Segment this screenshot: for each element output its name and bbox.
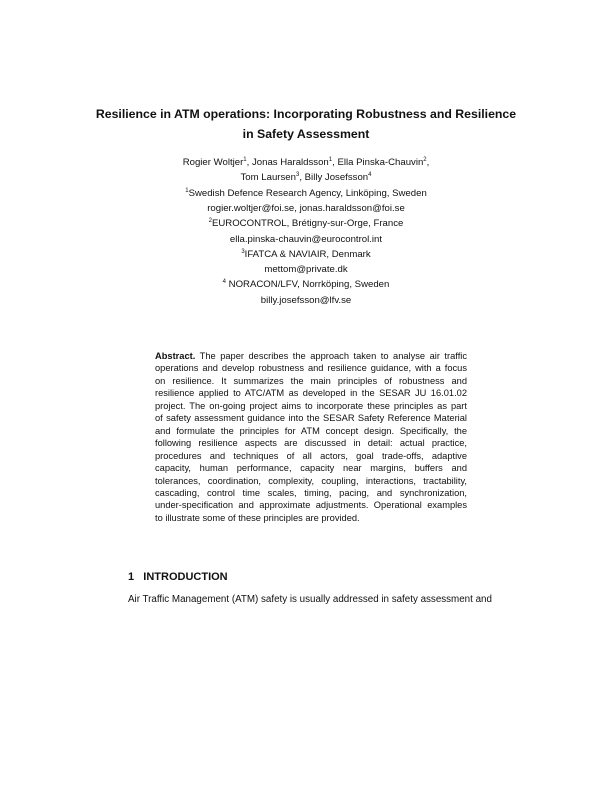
abstract-line: operations and develop robustness and resilience guidance, with a focus [155, 363, 467, 374]
affiliation-text: mettom@private.dk [264, 264, 348, 276]
affiliation-text: EUROCONTROL, Brétigny-sur-Orge, France [211, 218, 404, 230]
affiliation-text: NORACON/LFV, Norrköping, Sweden [226, 279, 390, 291]
author-affiliation [0, 188, 612, 199]
author-affiliation [0, 279, 612, 290]
author-names [0, 172, 612, 183]
author-name: , [426, 157, 430, 169]
affiliation-text: billy.josefsson@lfv.se [260, 294, 352, 306]
affiliation-marker: 3 [295, 172, 300, 179]
affiliation-text: IFATCA & NAVIAIR, Denmark [244, 248, 371, 260]
paper-title-line-2: in Safety Assessment [242, 127, 370, 141]
abstract-line: of safety assessment guidance into the SESAR Safety Reference Material [155, 413, 467, 424]
affiliation-marker: 1 [185, 187, 189, 194]
author-affiliation [0, 295, 612, 306]
author-name: , Ella Pinska-Chauvin [332, 157, 424, 169]
affiliation-marker: 1 [243, 157, 247, 163]
affiliation-marker: 2 [208, 218, 212, 225]
affiliation-text: Swedish Defence Research Agency, Linköping, Sweden [188, 187, 427, 199]
affiliation-marker: 1 [328, 157, 333, 163]
affiliation-text: rogier.woltjer@foi.se, jonas.haraldsson@foi.se [207, 202, 405, 214]
author-affiliation [0, 264, 612, 275]
abstract-line: cascading, control time scales, timing, pacing, and synchronization, [155, 487, 467, 498]
author-affiliation [0, 234, 612, 245]
abstract-line: capacity, human performance, capacity near margins, buffers and [155, 463, 467, 474]
abstract-line: following resilience aspects are discussed in detail: actual practice, [155, 438, 467, 449]
author-name: , Jonas Haraldsson [246, 157, 329, 169]
section-heading: 1 INTRODUCTION [128, 571, 228, 583]
abstract-line: Abstract. The paper describes the approach taken to analyse air traffic [155, 351, 467, 361]
author-name: Tom Laursen [240, 172, 296, 184]
abstract-label: Abstract. [155, 351, 196, 361]
body-paragraph: Air Traffic Management (ATM) safety is usually addressed in safety assessment and [128, 594, 492, 605]
affiliation-marker: 4 [368, 172, 372, 179]
affiliation-marker: 4 [222, 279, 226, 286]
abstract-line: procedures and techniques of all actors, goal trade-offs, adaptive [155, 450, 467, 461]
author-affiliation [0, 249, 612, 260]
author-names [0, 157, 612, 168]
affiliation-marker: 3 [241, 248, 245, 255]
author-name: Rogier Woltjer [182, 157, 244, 169]
affiliation-marker: 2 [423, 157, 427, 163]
paper-title-line-1: Resilience in ATM operations: Incorporating Robustness and Resilience [95, 107, 517, 121]
abstract-line: and formulate the principles for ATM concept design. Specifically, the [155, 425, 467, 436]
abstract-line: to illustrate some of these principles are provided. [155, 512, 360, 523]
abstract-line: resilience applied to ATC/ATM as developed in the SESAR JU 16.01.02 [155, 388, 467, 399]
abstract-line: under-specification and approximate adjustments. Operational examples [155, 500, 467, 511]
author-affiliation [0, 218, 612, 229]
author-name: , Billy Josefsson [299, 172, 369, 184]
abstract-line: tolerances, coordination, complexity, coupling, interactions, tractability, [155, 475, 467, 486]
affiliation-text: ella.pinska-chauvin@eurocontrol.int [229, 233, 383, 245]
author-affiliation [0, 203, 612, 214]
abstract-line: project. The on-going project aims to incorporate these principles as part [155, 400, 467, 411]
abstract-line: on resilience. It summarizes the main principles of robustness and [155, 375, 467, 386]
